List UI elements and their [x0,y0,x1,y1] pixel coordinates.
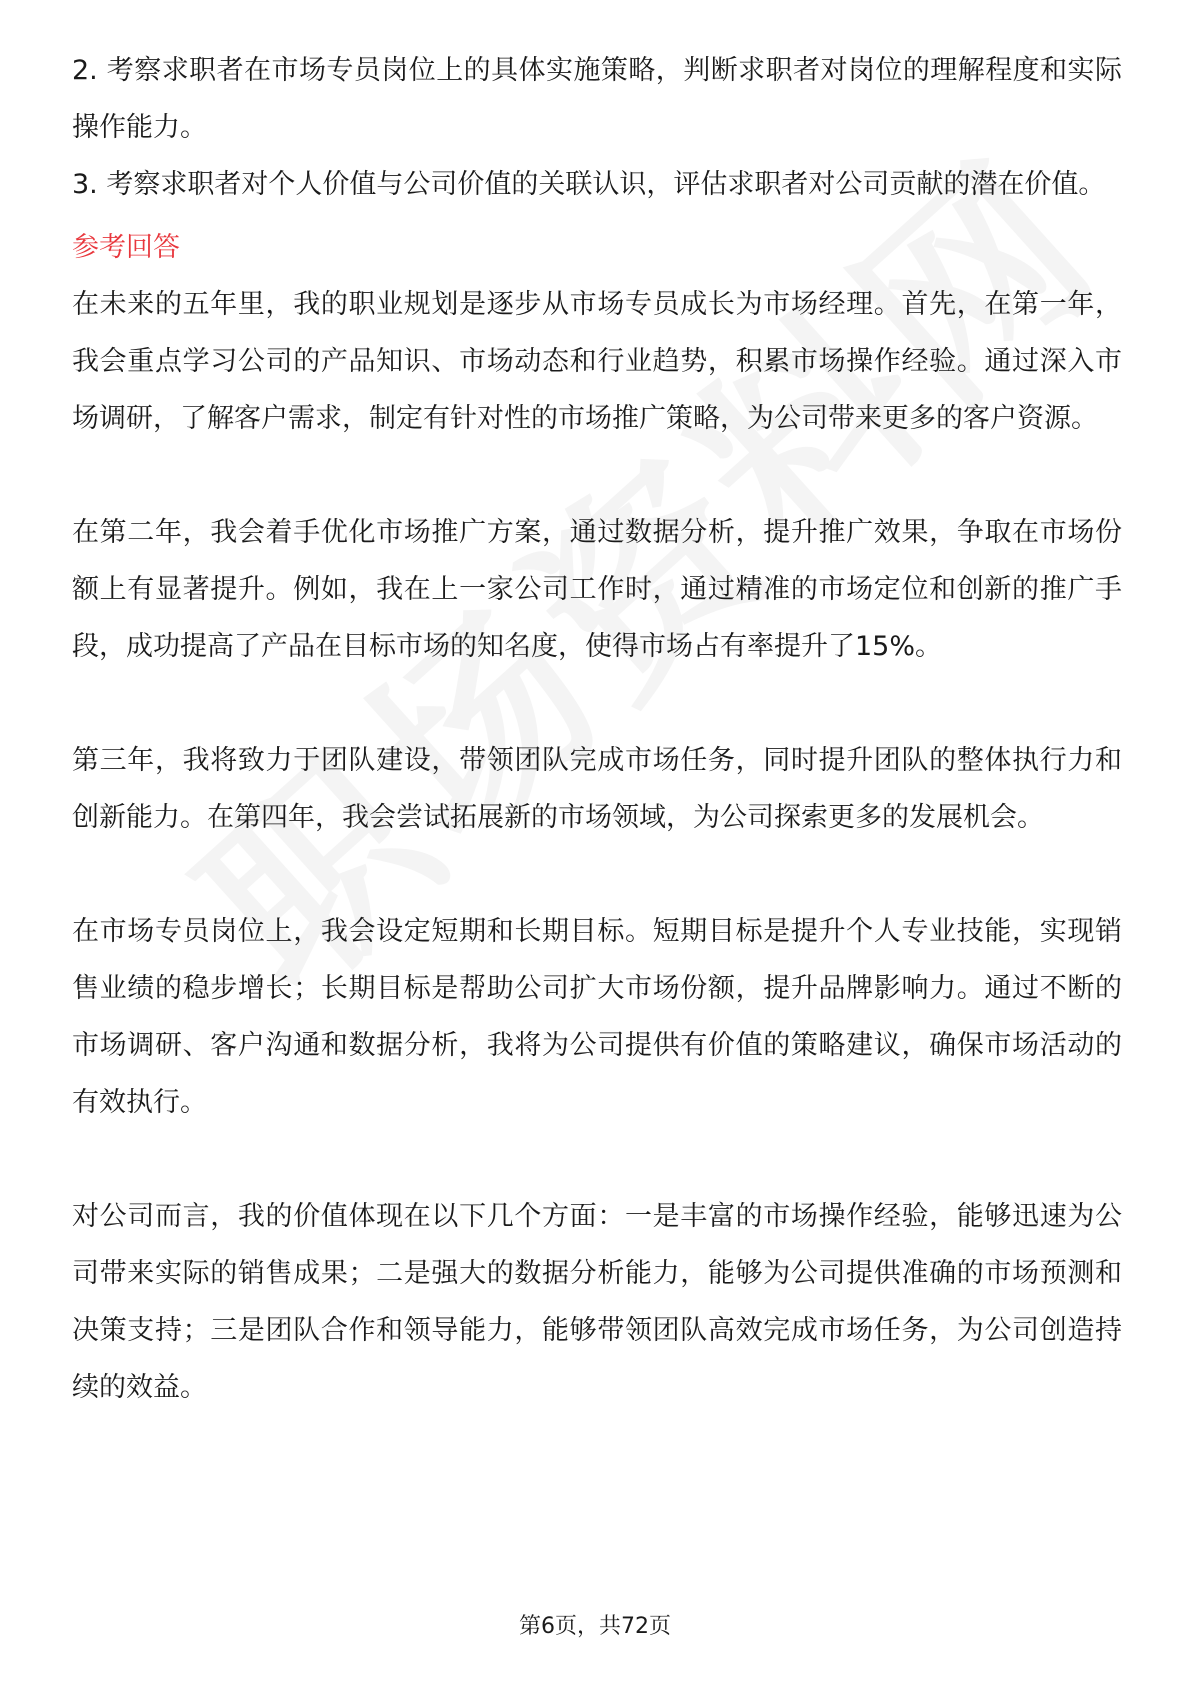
answer-paragraph: 对公司而言，我的价值体现在以下几个方面：一是丰富的市场操作经验，能够迅速为公司带来实际的销售成果；二是强大的数据分析能力，能够为公司提供准确的市场预测和决策支持；三是团队合作和领导能力，能够带领团队高效完成市场任务，为公司创造持续的效益。 [72,1201,1122,1403]
answer-paragraph: 第三年，我将致力于团队建设，带领团队完成市场任务，同时提升团队的整体执行力和创新能力。在第四年，我会尝试拓展新的市场领域，为公司探索更多的发展机会。 [72,745,1122,833]
paragraph-gap [72,675,1122,732]
paragraph-gap [72,1131,1122,1188]
paragraph-gap [72,447,1122,504]
criteria-item-3: 3. 考察求职者对个人价值与公司价值的关联认识，评估求职者对公司贡献的潜在价值。 [72,169,1106,200]
answer-paragraph: 在未来的五年里，我的职业规划是逐步从市场专员成长为市场经理。首先，在第一年，我会重点学习公司的产品知识、市场动态和行业趋势，积累市场操作经验。通过深入市场调研，了解客户需求，制定有针对性的市场推广策略，为公司带来更多的客户资源。 [72,289,1122,434]
document-body [72,42,1122,1416]
answer-paragraph: 在市场专员岗位上，我会设定短期和长期目标。短期目标是提升个人专业技能，实现销售业绩的稳步增长；长期目标是帮助公司扩大市场份额，提升品牌影响力。通过不断的市场调研、客户沟通和数据分析，我将为公司提供有价值的策略建议，确保市场活动的有效执行。 [72,916,1122,1118]
answer-section-title: 参考回答 [72,232,180,263]
answer-paragraph: 在第二年，我会着手优化市场推广方案，通过数据分析，提升推广效果，争取在市场份额上有显著提升。例如，我在上一家公司工作时，通过精准的市场定位和创新的推广手段，成功提高了产品在目标市场的知名度，使得市场占有率提升了15%。 [72,517,1122,662]
criteria-item-2: 2. 考察求职者在市场专员岗位上的具体实施策略，判断求职者对岗位的理解程度和实际操作能力。 [72,55,1122,143]
page-number: 第6页，共72页 [519,1614,671,1639]
paragraph-gap [72,846,1122,903]
